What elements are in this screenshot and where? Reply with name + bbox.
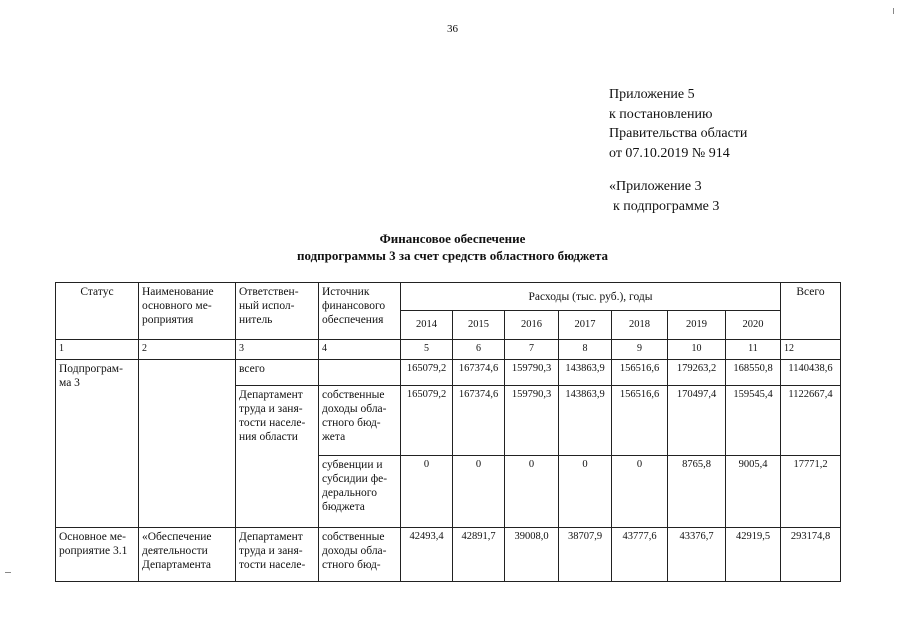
numbering-cell: 8 xyxy=(559,340,612,360)
year-cell: 2015 xyxy=(453,311,505,340)
row-source: собственные доходы обла-стного бюд- xyxy=(319,528,401,582)
numbering-cell: 5 xyxy=(401,340,453,360)
row-value: 179263,2 xyxy=(668,360,726,386)
row-value: 9005,4 xyxy=(726,456,781,528)
row-value: 156516,6 xyxy=(612,360,668,386)
table-row xyxy=(56,360,841,386)
row-executor: Департамент труда и заня-тости населе- xyxy=(236,528,319,582)
table-numbering-row xyxy=(56,340,841,360)
row-value: 159790,3 xyxy=(505,360,559,386)
scan-mark xyxy=(893,8,894,14)
numbering-cell: 7 xyxy=(505,340,559,360)
appendix-line: от 07.10.2019 № 914 xyxy=(609,145,730,161)
numbering-cell: 6 xyxy=(453,340,505,360)
row-value: 0 xyxy=(559,456,612,528)
year-cell: 2020 xyxy=(726,311,781,340)
row-value: 143863,9 xyxy=(559,386,612,456)
row-source: субвенции и субсидии фе-дерального бюджета xyxy=(319,456,401,528)
year-cell: 2016 xyxy=(505,311,559,340)
row-value: 0 xyxy=(401,456,453,528)
numbering-cell: 2 xyxy=(139,340,236,360)
row-value: 0 xyxy=(612,456,668,528)
header-name: Наименование основного ме-роприятия xyxy=(139,283,236,340)
table-row xyxy=(56,528,841,582)
row-source xyxy=(319,360,401,386)
row-value: 159545,4 xyxy=(726,386,781,456)
numbering-cell: 12 xyxy=(781,340,841,360)
numbering-cell: 9 xyxy=(612,340,668,360)
numbering-cell: 10 xyxy=(668,340,726,360)
row-value: 159790,3 xyxy=(505,386,559,456)
numbering-cell: 3 xyxy=(236,340,319,360)
title-line-1: Финансовое обеспечение xyxy=(379,231,526,246)
title-line-2: подпрограммы 3 за счет средств областного бюджета xyxy=(296,248,608,263)
row-value: 38707,9 xyxy=(559,528,612,582)
row-total: 293174,8 xyxy=(781,528,841,582)
row-value: 165079,2 xyxy=(401,386,453,456)
row-value: 0 xyxy=(453,456,505,528)
appendix-2-line: «Приложение 3 xyxy=(609,179,702,194)
row-executor: всего xyxy=(236,360,319,386)
table-header-row xyxy=(56,283,841,311)
numbering-cell: 11 xyxy=(726,340,781,360)
row-status: Подпрограм-ма 3 xyxy=(56,360,139,528)
appendix-2-line: к подпрограмме 3 xyxy=(613,198,720,214)
row-name xyxy=(139,360,236,528)
row-value: 0 xyxy=(505,456,559,528)
year-cell: 2014 xyxy=(401,311,453,340)
row-value: 167374,6 xyxy=(453,360,505,386)
row-value: 43777,6 xyxy=(612,528,668,582)
scan-mark xyxy=(5,572,11,573)
row-source: собственные доходы обла-стного бюд-жета xyxy=(319,386,401,456)
numbering-cell: 1 xyxy=(56,340,139,360)
row-name: «Обеспечение деятельности Департамента xyxy=(139,528,236,582)
header-total: Всего xyxy=(781,283,841,340)
header-status: Статус xyxy=(56,283,139,340)
row-value: 42891,7 xyxy=(453,528,505,582)
row-executor: Департамент труда и заня-тости населе-ния области xyxy=(236,386,319,528)
document-title xyxy=(0,230,905,264)
row-total: 1122667,4 xyxy=(781,386,841,456)
year-cell: 2018 xyxy=(612,311,668,340)
row-total: 1140438,6 xyxy=(781,360,841,386)
row-value: 170497,4 xyxy=(668,386,726,456)
numbering-cell: 4 xyxy=(319,340,401,360)
row-value: 143863,9 xyxy=(559,360,612,386)
row-value: 43376,7 xyxy=(668,528,726,582)
appendix-line: Правительства области xyxy=(609,126,748,141)
page-number: 36 xyxy=(447,23,458,35)
header-executor: Ответствен-ный испол-нитель xyxy=(236,283,319,340)
appendix-line: к постановлению xyxy=(609,106,713,122)
row-value: 42919,5 xyxy=(726,528,781,582)
row-value: 168550,8 xyxy=(726,360,781,386)
year-cell: 2019 xyxy=(668,311,726,340)
row-value: 8765,8 xyxy=(668,456,726,528)
appendix-block xyxy=(609,85,747,163)
row-value: 39008,0 xyxy=(505,528,559,582)
year-cell: 2017 xyxy=(559,311,612,340)
row-status: Основное ме-роприятие 3.1 xyxy=(56,528,139,582)
appendix-line: Приложение 5 xyxy=(609,87,695,102)
row-total: 17771,2 xyxy=(781,456,841,528)
appendix-2-block xyxy=(609,177,719,216)
row-value: 156516,6 xyxy=(612,386,668,456)
header-source: Источник финансового обеспечения xyxy=(319,283,401,340)
row-value: 167374,6 xyxy=(453,386,505,456)
financing-table xyxy=(55,282,841,582)
header-expenses: Расходы (тыс. руб.), годы xyxy=(401,283,781,311)
row-value: 42493,4 xyxy=(401,528,453,582)
row-value: 165079,2 xyxy=(401,360,453,386)
